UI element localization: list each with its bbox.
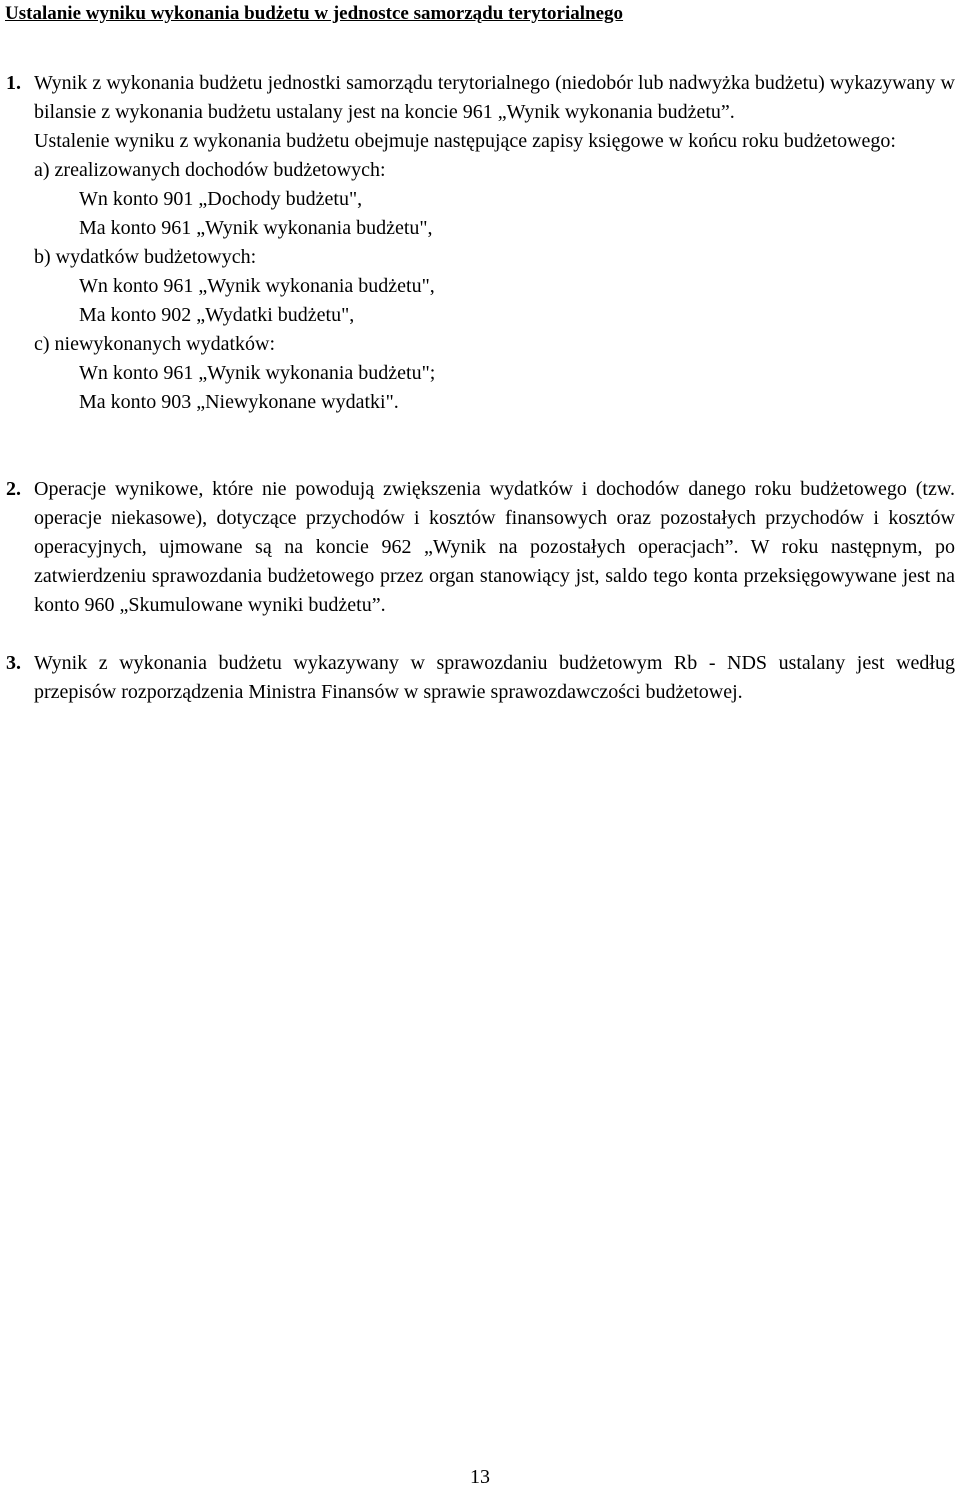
section-2-text: Operacje wynikowe, które nie powodują zwiększenia wydatków i dochodów danego roku budżetowego (tzw. operacje niekasowe), dotyczące przychodów i kosztów finansowych oraz pozostałych przychodów i kosztów operacyjnych, ujmowane są na koncie 962 „Wynik na pozostałych operacjach”. W roku następnym, po zatwierdzeniu sprawozdania budżetowego przez organ stanowiący jst, saldo tego konta przeksięgowywane jest na konto 960 „Skumulowane wyniki budżetu”. [34, 478, 955, 616]
item-a-label: a) zrealizowanych dochodów budżetowych: [34, 159, 386, 181]
section-number: 3. [6, 652, 21, 674]
item-b-entry: Ma konto 902 „Wydatki budżetu", [79, 304, 355, 326]
section-number: 2. [6, 478, 21, 500]
section-1-intro: Wynik z wykonania budżetu jednostki samorządu terytorialnego (niedobór lub nadwyżka budżetu) wykazywany w bilansie z wykonania budżetu ustalany jest na koncie 961 „Wynik wykonania budżetu”. [34, 72, 955, 123]
item-a-entry: Ma konto 961 „Wynik wykonania budżetu", [79, 217, 433, 239]
item-c-entry: Ma konto 903 „Niewykonane wydatki". [79, 391, 399, 413]
section-number: 1. [6, 72, 21, 94]
section-1 [6, 69, 955, 417]
item-c-label: c) niewykonanych wydatków: [34, 333, 276, 355]
item-b-entry: Wn konto 961 „Wynik wykonania budżetu", [79, 275, 435, 297]
page-number: 13 [470, 1466, 490, 1488]
section-3-text: Wynik z wykonania budżetu wykazywany w sprawozdaniu budżetowym Rb - NDS ustalany jest według przepisów rozporządzenia Ministra Finansów w sprawie sprawozdawczości budżetowej. [34, 652, 955, 703]
section-3 [6, 649, 955, 707]
document-title: Ustalanie wyniku wykonania budżetu w jednostce samorządu terytorialnego [5, 3, 624, 24]
section-2 [6, 475, 955, 620]
section-1-text: Ustalenie wyniku z wykonania budżetu obejmuje następujące zapisy księgowe w końcu roku budżetowego: [34, 130, 896, 152]
item-b-label: b) wydatków budżetowych: [34, 246, 257, 268]
item-c-entry: Wn konto 961 „Wynik wykonania budżetu"; [79, 362, 436, 384]
item-a-entry: Wn konto 901 „Dochody budżetu", [79, 188, 363, 210]
